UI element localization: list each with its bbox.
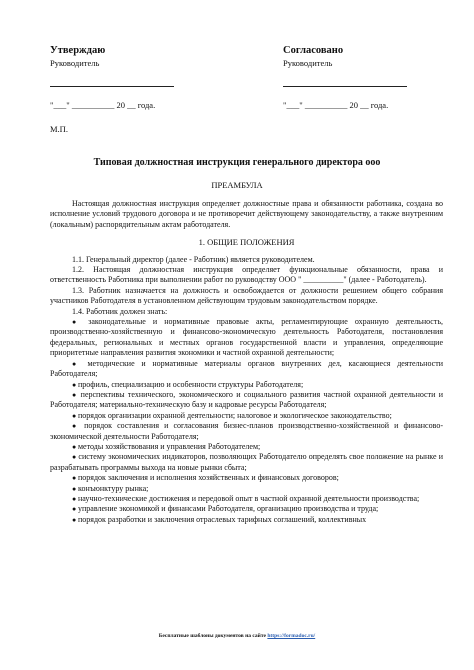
list-item-text: методические и нормативные материалы органов внутренних дел, касающиеся деятельности Работодателя;	[50, 358, 443, 379]
preamble-text: Настоящая должностная инструкция определяет должностные права и обязанности работника, созданa во исполнение условий трудового договора и не противоречит действующему законодательству, а также внутренним (локальным) распорядительным актам работодателя.	[50, 199, 443, 229]
bullet-icon: ●	[72, 359, 88, 368]
list-item-text: законодательные и нормативные правовые акты, регламентирующие охранную деятельность, производственно-хозяйственную и финансово-экономическую деятельность Работодателя, постановления федеральных, региональных и местных органов государственной власти и управления, определяющие приоритетные направления развития экономики и частной охранной деятельности;	[50, 317, 444, 358]
bullet-icon: ●	[72, 474, 78, 483]
list-item	[50, 442, 443, 452]
signature-line-right	[283, 86, 407, 87]
list-item-text: методы хозяйствования и управления Работодателем;	[77, 441, 261, 451]
list-item	[50, 411, 443, 421]
bullet-icon: ●	[72, 318, 89, 327]
list-item-text: порядок организации охранной деятельности; налоговое и экологическое законодательство;	[77, 410, 392, 420]
list-item	[50, 494, 443, 504]
agreement-title: Согласовано	[283, 45, 344, 56]
list-item-text: порядок составления и согласования бизнес-планов производственно-хозяйственной и финансово-экономической деятельности Работодателя;	[50, 421, 443, 441]
document-body	[50, 199, 443, 525]
list-item-text: порядок заключения и исполнения хозяйственных и финансовых договоров;	[77, 473, 339, 483]
clause-1-2: 1.2. Настоящая должностная инструкция определяет функциональные обязанности, права и ответственность Работника при выполнении работ по руководству ООО " __________" (далее - Работодатель).	[50, 265, 443, 285]
bullet-icon: ●	[72, 411, 78, 420]
footer-link[interactable]: https://formadoc.ru/	[267, 633, 316, 639]
knowledge-list	[50, 317, 443, 525]
list-item	[50, 317, 443, 359]
list-item	[50, 504, 443, 514]
clause-1-1: 1.1. Генеральный директор (далее - Работник) является руководителем.	[72, 254, 315, 264]
stamp-place: М.П.	[50, 124, 68, 134]
list-item	[50, 421, 443, 442]
preamble-heading: ПРЕАМБУЛА	[211, 180, 263, 190]
bullet-icon: ●	[72, 390, 81, 399]
list-item-text: управление экономикой и финансами Работодателя, организацию производства и труда;	[77, 504, 379, 514]
list-item	[50, 452, 443, 473]
bullet-icon: ●	[72, 494, 78, 503]
list-item	[50, 359, 443, 380]
document-title: Типовая должностная инструкция генерального директора ооо	[93, 157, 381, 168]
bullet-icon: ●	[72, 505, 78, 514]
clause-1-4: 1.4. Работник должен знать:	[72, 306, 168, 316]
list-item-text: систему экономических индикаторов, позволяющих Работодателю определять свое положение на рынке и разрабатывать программы выхода на новые рынки сбыта;	[50, 452, 443, 472]
list-item	[50, 380, 443, 390]
signature-line-left	[50, 86, 174, 87]
bullet-icon: ●	[72, 380, 78, 389]
approval-role: Руководитель	[50, 58, 100, 68]
list-item	[50, 390, 443, 411]
list-item-text: порядок разработки и заключения отраслевых тарифных соглашений, коллективных	[77, 514, 367, 524]
list-item-text: конъюнктуру рынка;	[77, 483, 149, 493]
bullet-icon: ●	[72, 484, 78, 493]
list-item-text: профиль, специализацию и особенности структуры Работодателя;	[77, 379, 304, 389]
bullet-icon: ●	[72, 442, 78, 451]
clause-1-3: 1.3. Работник назначается на должность и освобождается от должности решением общего собрания участников Работодателя в установленном действующим трудовым законодательством порядке.	[50, 285, 443, 306]
list-item	[50, 484, 443, 494]
list-item-text: перспективы технического, экономического и социального развития частной охранной деятельности и Работодателя; материально-техническую базу и кадровые ресурсы Работодателя;	[50, 389, 443, 410]
bullet-icon: ●	[72, 453, 79, 462]
footer	[0, 633, 474, 639]
section-heading: 1. ОБЩИЕ ПОЛОЖЕНИЯ	[198, 237, 295, 248]
footer-text: Бесплатные шаблоны документов на сайте	[158, 633, 268, 639]
approval-date-left: "___" __________ 20 __ года.	[50, 100, 156, 110]
agreement-date-right: "___" __________ 20 __ года.	[283, 100, 389, 110]
list-item	[50, 515, 443, 525]
agreement-role: Руководитель	[283, 58, 333, 68]
list-item-text: научно-технические достижения и передовой опыт в частной охранной деятельности производства;	[77, 493, 420, 503]
approval-title: Утверждаю	[50, 45, 106, 56]
approval-block	[50, 44, 105, 69]
agreement-block	[283, 44, 343, 69]
list-item	[50, 473, 443, 483]
bullet-icon: ●	[72, 422, 85, 431]
bullet-icon: ●	[72, 515, 78, 524]
